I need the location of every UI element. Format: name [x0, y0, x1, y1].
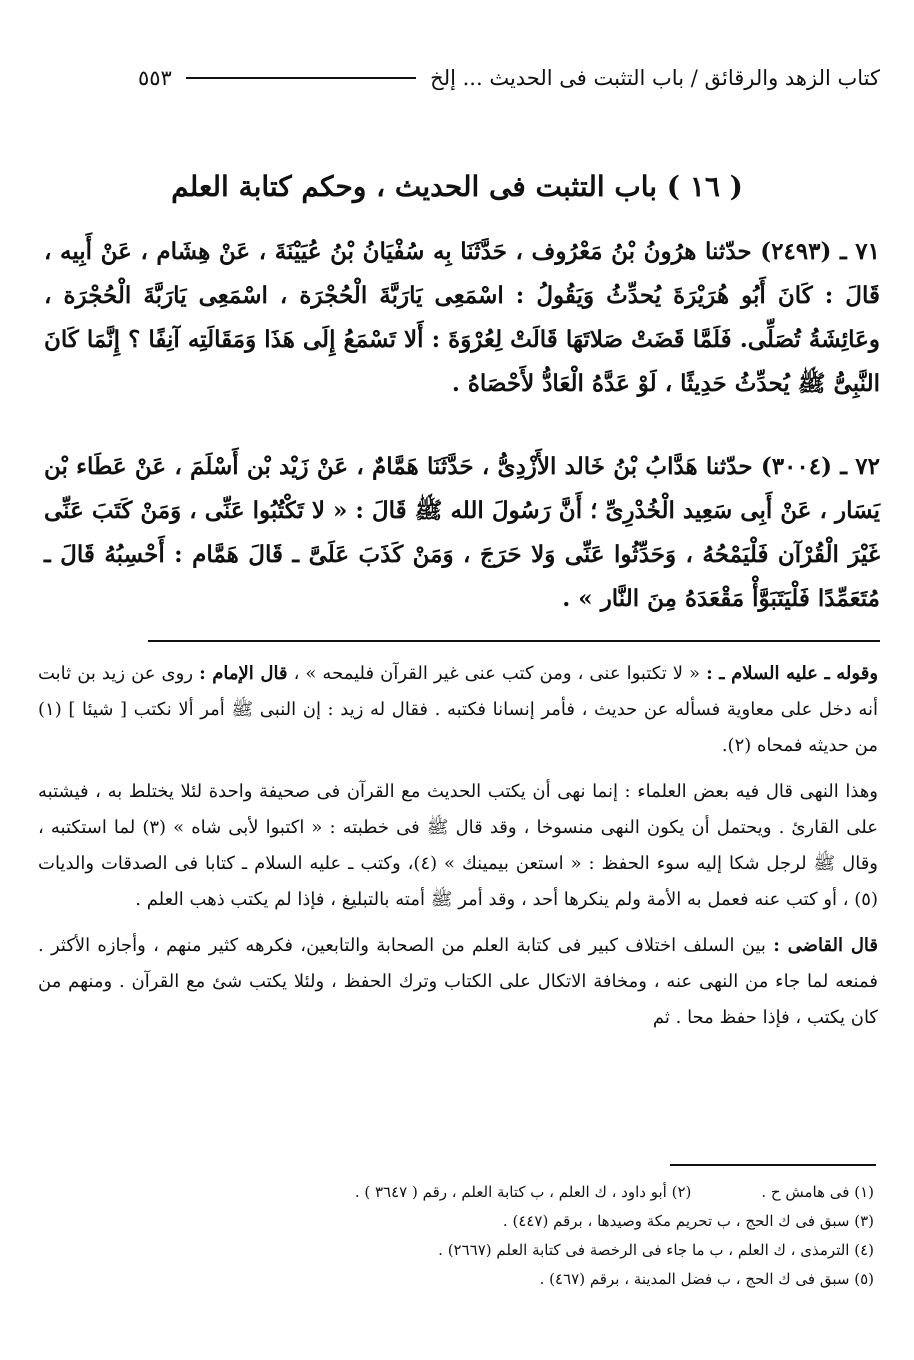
commentary-paragraph: وهذا النهى قال فيه بعض العلماء : إنما نهى أن يكتب الحديث مع القرآن فى صحيفة واحدة لئلا يختلط به ، فيشتبه على القارئ . ويحتمل أن يكون النهى منسوخا ، وقد قال ﷺ فى خطبته : « اكتبوا لأبى شاه » (٣) لما استكتبه ، وقال ﷺ لرجل شكا إليه سوء الحفظ : « استعن بيمينك » (٤)، وكتب ـ عليه السلام ـ كتابا فى الصدقات والديات (٥) ، أو كتب عنه فعمل به الأمة ولم ينكرها أحد ، وقد أمر ﷺ أمته بالتبليغ ، فإذا لم يكتب ذهب العلم .	[38, 781, 878, 910]
hadith-71: ٧١ ـ (٢٤٩٣) حدّثنا هرُونُ بْنُ مَعْرُوف ، حَدَّثَنَا بِه سُفْيَانُ بْنُ عُيَيْنَةَ ، عَنْ هِشَام ، عَنْ أَبِيه ، قَالَ : كَانَ أَبُو هُرَيْرَةَ يُحدِّثُ وَيَقُولُ : اسْمَعِى يَارَبَّةَ الْحُجْرَة ، اسْمَعِى يَارَبَّةَ الْحُجْرَة ، وعَائِشَةُ تُصَلِّى. فَلَمَّا قَضَتْ صَلاتَهَا قَالَتْ لِعُرْوَةَ : أَلا تَسْمَعُ إِلَى هَذَا وَمَقَالَتِه آنِفًا ؟ إِنَّمَا كَانَ النَّبِىُّ ﷺ يُحدِّثُ حَدِيثًا ، لَوْ عَدَّهُ الْعَادُّ لأَحْصَاهُ .	[44, 238, 881, 397]
footnotes	[140, 1178, 874, 1294]
header-rule	[186, 77, 416, 79]
footnote-divider	[670, 1164, 876, 1166]
section-divider	[148, 640, 880, 642]
commentary-paragraph	[38, 928, 878, 1036]
hadith-72: ٧٢ ـ (٣٠٠٤) حدّثنا هَدَّابُ بْنُ خَالد الأَزْدِىُّ ، حَدَّثَنَا هَمَّامٌ ، عَنْ زَيْد بْن أَسْلَمَ ، عَنْ عَطَاء بْن يَسَار ، عَنْ أَبِى سَعِيد الْخُدْرِىِّ ؛ أَنَّ رَسُولَ الله ﷺ قَالَ : « لا تَكْتُبُوا عَنِّى ، وَمَنْ كَتَبَ عَنِّى غَيْرَ الْقُرْآن فَلْيَمْحُهُ ، وَحَدِّثُوا عَنِّى وَلا حَرَجَ ، وَمَنْ كَذَبَ عَلَىَّ ـ قَالَ هَمَّام : أَحْسِبُهُ قَالَ ـ مُتَعَمِّدًا فَلْيَتَبَوَّأْ مَقْعَدَهُ مِنَ النَّار » .	[44, 453, 880, 612]
running-title: كتاب الزهد والرقائق / باب التثبت فى الحديث ... إلخ	[430, 66, 880, 90]
page-number: ٥٥٣	[138, 66, 172, 90]
commentary-paragraph	[38, 656, 878, 764]
footnote: (٣) سبق فى ك الحج ، ب تحريم مكة وصيدها ، برقم (٤٤٧) .	[502, 1212, 874, 1230]
footnote-row	[140, 1178, 874, 1207]
commentary-text: روى عن زيد بن ثابت أنه دخل على معاوية فسأله عن حديث ، فأمر إنسانا فكتبه . فقال له زيد : إن النبى ﷺ أمر ألا نكتب [ شيئا ] (١) من حديثه فمحاه (٢).	[38, 663, 878, 756]
running-header	[138, 60, 880, 96]
commentary-lead: قال القاضى :	[773, 935, 878, 956]
chapter-title: ( ١٦ ) باب التثبت فى الحديث ، وحكم كتابة العلم	[171, 170, 743, 203]
commentary-lead: وقوله ـ عليه السلام ـ :	[706, 663, 879, 684]
commentary-text: « لا تكتبوا عنى ، ومن كتب عنى غير القرآن فليمحه » ،	[293, 663, 701, 684]
commentary-text: بين السلف اختلاف كبير فى كتابة العلم من الصحابة والتابعين، فكرهه كثير منهم ، وأجازه الأكثر . فمنعه لما جاء من النهى عنه ، ومخافة الاتكال على الكتاب وترك الحفظ ، ولئلا يكتب شئ مع القرآن . ومنهم من كان يكتب ، فإذا حفظ محا . ثم	[38, 935, 878, 1028]
commentary	[38, 656, 878, 1046]
commentary-lead: قال الإمام :	[199, 663, 288, 684]
footnote: (٥) سبق فى ك الحج ، ب فضل المدينة ، برقم (٤٦٧) .	[539, 1270, 874, 1288]
footnote: (٢) أبو داود ، ك العلم ، ب كتابة العلم ، رقم ( ٣٦٤٧ ) .	[354, 1183, 692, 1201]
footnote: (٤) الترمذى ، ك العلم ، ب ما جاء فى الرخصة فى كتابة العلم (٢٦٦٧) .	[438, 1241, 874, 1259]
footnote: (١) فى هامش ح .	[761, 1183, 874, 1201]
